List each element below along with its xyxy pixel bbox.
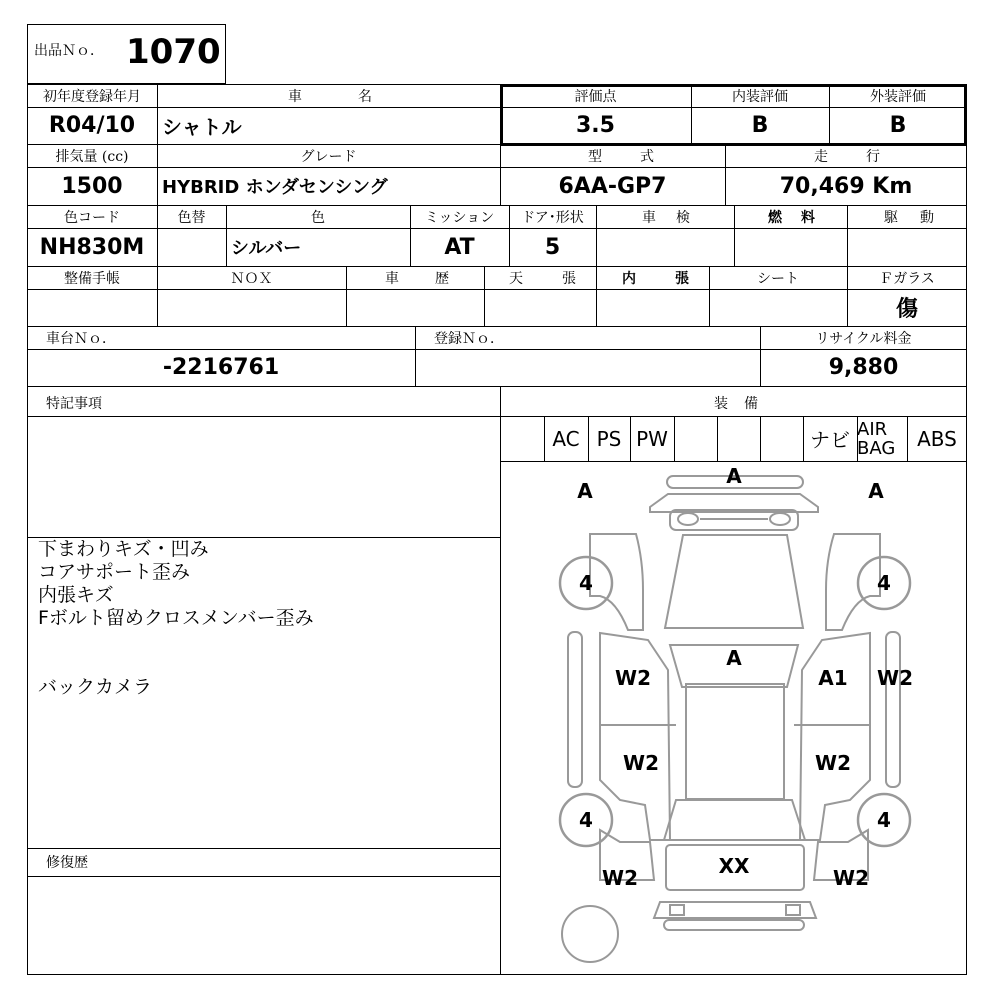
- equipment-ps: PS: [596, 426, 622, 451]
- registration-label: 登録Ｎｏ．: [434, 331, 504, 347]
- recycle-value: 9,880: [828, 355, 899, 380]
- interior-score-label: 内装評価: [732, 89, 788, 105]
- equipment-label-b: 備: [744, 396, 758, 412]
- first-reg-value: R04/10: [48, 113, 136, 138]
- damage-front-door-right-b: W2: [877, 666, 913, 690]
- note-line: バックカメラ: [38, 676, 153, 698]
- maintenance-label: 整備手帳: [64, 271, 120, 287]
- first-reg-label: 初年度登録年月: [43, 89, 141, 105]
- fglass-label: Ｆガラス: [879, 271, 935, 287]
- repair-history-label: 修復歴: [46, 855, 88, 871]
- door-value: 5: [544, 234, 561, 260]
- color-code-label: 色コード: [64, 210, 120, 226]
- damage-wheel-rr: 4: [877, 808, 891, 832]
- note-line: Fボルト留めクロスメンバー歪み: [38, 607, 314, 629]
- interior-trim-label-a: 内: [622, 271, 636, 287]
- lot-number-label: 出品Ｎｏ．: [34, 43, 104, 59]
- equipment-label-a: 装: [714, 396, 728, 412]
- recycle-label: リサイクル料金: [815, 331, 912, 347]
- exterior-score-value: B: [889, 113, 907, 138]
- history-label-b: 歴: [435, 271, 449, 287]
- notes-label: 特記事項: [46, 396, 102, 412]
- damage-front-door-left: W2: [615, 666, 651, 690]
- damage-front-top: A: [726, 464, 742, 488]
- damage-wheel-rl: 4: [579, 808, 593, 832]
- damage-front-left: A: [577, 479, 593, 503]
- damage-rear-quarter-left: W2: [602, 866, 638, 890]
- displacement-value: 1500: [61, 173, 123, 199]
- grade-label: グレード: [300, 149, 357, 165]
- nox-label: ＮＯＸ: [230, 271, 273, 287]
- roof-label-a: 天: [509, 271, 523, 287]
- fuel-label-a: 燃: [768, 210, 782, 226]
- score-value: 3.5: [576, 113, 615, 138]
- mileage-label-b: 行: [866, 149, 880, 165]
- roof-label-b: 張: [562, 271, 576, 287]
- model-label-b: 式: [640, 149, 654, 165]
- car-name-label-b: 名: [358, 89, 372, 105]
- displacement-label: 排気量 (cc): [55, 149, 129, 165]
- lot-number: 1070: [126, 32, 221, 72]
- chassis-label: 車台Ｎｏ．: [46, 331, 116, 347]
- door-label: ドア･形状: [521, 210, 584, 226]
- note-line: コアサポート歪み: [38, 561, 191, 583]
- note-line: 下まわりキズ・凹み: [38, 538, 209, 560]
- history-label-a: 車: [385, 271, 399, 287]
- damage-trunk: XX: [718, 854, 750, 878]
- equipment-airbag: AIR BAG: [857, 418, 896, 459]
- mission-label: ミッション: [424, 210, 495, 226]
- color-code-value: NH830M: [39, 234, 145, 260]
- repaint-label: 色替: [177, 210, 206, 226]
- damage-front-right: A: [868, 479, 884, 503]
- seat-label: シート: [757, 271, 799, 287]
- fglass-value: 傷: [895, 296, 918, 322]
- mission-value: AT: [444, 234, 475, 260]
- damage-wheel-fr: 4: [877, 571, 891, 595]
- mileage-value: 70,469 Km: [779, 173, 913, 199]
- note-line: 内張キズ: [38, 584, 114, 606]
- interior-trim-label-b: 張: [675, 271, 689, 287]
- inspection-label-a: 車: [642, 210, 656, 226]
- equipment-pw: PW: [636, 426, 668, 451]
- damage-windshield: A: [726, 646, 742, 670]
- drive-label-a: 駆: [884, 210, 898, 226]
- color-value: シルバー: [231, 238, 302, 259]
- equipment-abs: ABS: [917, 426, 957, 451]
- inspection-label-b: 検: [676, 210, 690, 226]
- model-label-a: 型: [588, 149, 602, 165]
- damage-rear-door-left: W2: [623, 751, 659, 775]
- damage-rear-quarter-right: W2: [833, 866, 869, 890]
- score-label: 評価点: [574, 89, 617, 105]
- exterior-score-label: 外装評価: [870, 89, 926, 105]
- equipment-ac: AC: [552, 426, 580, 451]
- chassis-value: -2216761: [162, 355, 280, 380]
- damage-front-door-right-a: A1: [818, 666, 848, 690]
- color-label: 色: [311, 210, 325, 226]
- car-name-value: シャトル: [162, 115, 242, 139]
- damage-rear-door-right: W2: [815, 751, 851, 775]
- interior-score-value: B: [751, 113, 769, 138]
- fuel-label-b: 料: [801, 210, 815, 226]
- model-value: 6AA-GP7: [558, 173, 667, 199]
- damage-wheel-fl: 4: [579, 571, 593, 595]
- mileage-label-a: 走: [814, 149, 828, 165]
- drive-label-b: 動: [920, 210, 934, 226]
- car-name-label-a: 車: [288, 89, 302, 105]
- grade-value: HYBRID ホンダセンシング: [162, 177, 388, 198]
- equipment-navi: ナビ: [810, 428, 850, 452]
